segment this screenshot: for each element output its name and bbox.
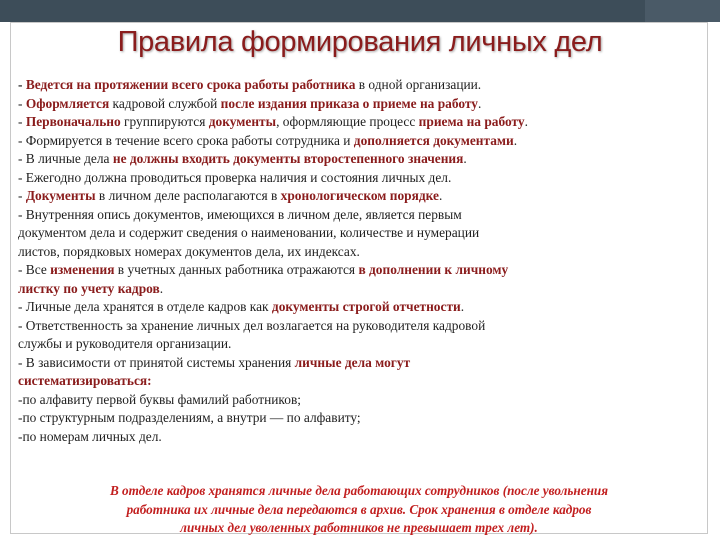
rule-text: в учетных данных работника отражаются: [114, 262, 359, 277]
rule-line: [18, 76, 708, 95]
footer-line: работника их личные дела передаются в архив. Срок хранения в отделе кадров: [126, 501, 592, 517]
rule-line: [18, 169, 708, 188]
rule-text: -: [18, 77, 26, 92]
rule-text: в одной организации.: [355, 77, 482, 92]
emphasis-text: Документы: [25, 188, 96, 203]
rule-text: -: [18, 188, 26, 203]
rule-text: в личном деле располагаются в: [95, 188, 281, 203]
rule-line: [18, 409, 708, 428]
rule-line: [18, 298, 708, 317]
emphasis-text: личные дела могут: [294, 354, 411, 370]
rule-text: группируются: [120, 114, 209, 129]
emphasis-text: хронологическом порядке: [280, 188, 439, 203]
rule-text: .: [159, 280, 164, 296]
rule-text: , оформляющие процесс: [276, 114, 419, 129]
rule-text: кадровой службой: [109, 95, 221, 111]
emphasis-text: Первоначально: [25, 114, 121, 129]
rule-text: листов, порядковых номерах документов дела, их индексах.: [18, 243, 360, 259]
rule-line: [18, 280, 708, 299]
rule-line: [18, 206, 708, 225]
rule-text: -по структурным подразделениям, а внутри — по алфавиту;: [18, 410, 361, 425]
emphasis-text: документы: [208, 114, 277, 129]
rule-text: - Формируется в течение всего срока работы сотрудника и: [18, 132, 354, 148]
rules-list: [18, 76, 708, 446]
rule-line: [18, 224, 708, 243]
rule-line: [18, 317, 708, 336]
rule-text: .: [463, 151, 467, 166]
emphasis-text: не должны входить документы второстепенного значения: [112, 151, 464, 166]
rule-line: [18, 391, 708, 410]
rule-text: службы и руководителя организации.: [18, 336, 232, 351]
rule-line: [18, 132, 708, 151]
rule-text: -по номерам личных дел.: [18, 428, 162, 444]
rule-text: .: [524, 114, 528, 129]
rule-line: [18, 95, 708, 114]
emphasis-text: после издания приказа о приеме на работу: [220, 95, 478, 111]
top-bar-accent: [645, 0, 720, 22]
emphasis-text: дополняется документами: [353, 132, 514, 148]
rule-text: - Ответственность за хранение личных дел возлагается на руководителя кадровой: [18, 317, 486, 333]
rule-line: [18, 150, 708, 169]
emphasis-text: изменения: [50, 262, 115, 277]
slide-title: Правила формирования личных дел: [117, 26, 603, 58]
rule-text: документом дела и содержит сведения о наименовании, количестве и нумерации: [18, 225, 480, 240]
rule-text: - Внутренняя опись документов, имеющихся в личном деле, является первым: [18, 206, 462, 222]
rule-text: - Все: [18, 262, 51, 277]
rule-text: -: [18, 95, 26, 111]
rule-line: [18, 428, 708, 447]
rule-text: - Ежегодно должна проводиться проверка наличия и состояния личных дел.: [18, 169, 452, 185]
rule-line: [18, 261, 708, 280]
rule-line: [18, 113, 708, 132]
rule-line: [18, 372, 708, 391]
rule-text: .: [460, 299, 465, 314]
rule-line: [18, 354, 708, 373]
rule-line: [18, 335, 708, 354]
rule-text: .: [438, 188, 443, 203]
emphasis-text: систематизироваться:: [18, 373, 152, 388]
rule-line: [18, 243, 708, 262]
rule-text: -: [18, 114, 26, 129]
rule-text: - Личные дела хранятся в отделе кадров как: [18, 299, 272, 314]
rule-text: - В личные дела: [18, 151, 113, 166]
footer-line: В отделе кадров хранятся личные дела работающих сотрудников (после увольнения: [109, 483, 609, 498]
rule-text: -по алфавиту первой буквы фамилий работников;: [18, 391, 301, 407]
rule-text: .: [478, 95, 482, 111]
emphasis-text: документы строгой отчетности: [271, 299, 461, 314]
top-bar: [0, 0, 720, 22]
rule-line: [18, 187, 708, 206]
emphasis-text: приема на работу: [418, 114, 525, 129]
emphasis-text: листку по учету кадров: [18, 280, 160, 296]
emphasis-text: в дополнении к личному: [358, 262, 509, 277]
emphasis-text: Оформляется: [25, 95, 110, 111]
emphasis-text: Ведется на протяжении всего срока работы работника: [25, 77, 356, 92]
footer-note: [14, 482, 704, 538]
rule-text: - В зависимости от принятой системы хранения: [18, 354, 295, 370]
rule-text: .: [513, 132, 518, 148]
footer-line: личных дел уволенных работников не превышает трех лет).: [180, 520, 538, 535]
